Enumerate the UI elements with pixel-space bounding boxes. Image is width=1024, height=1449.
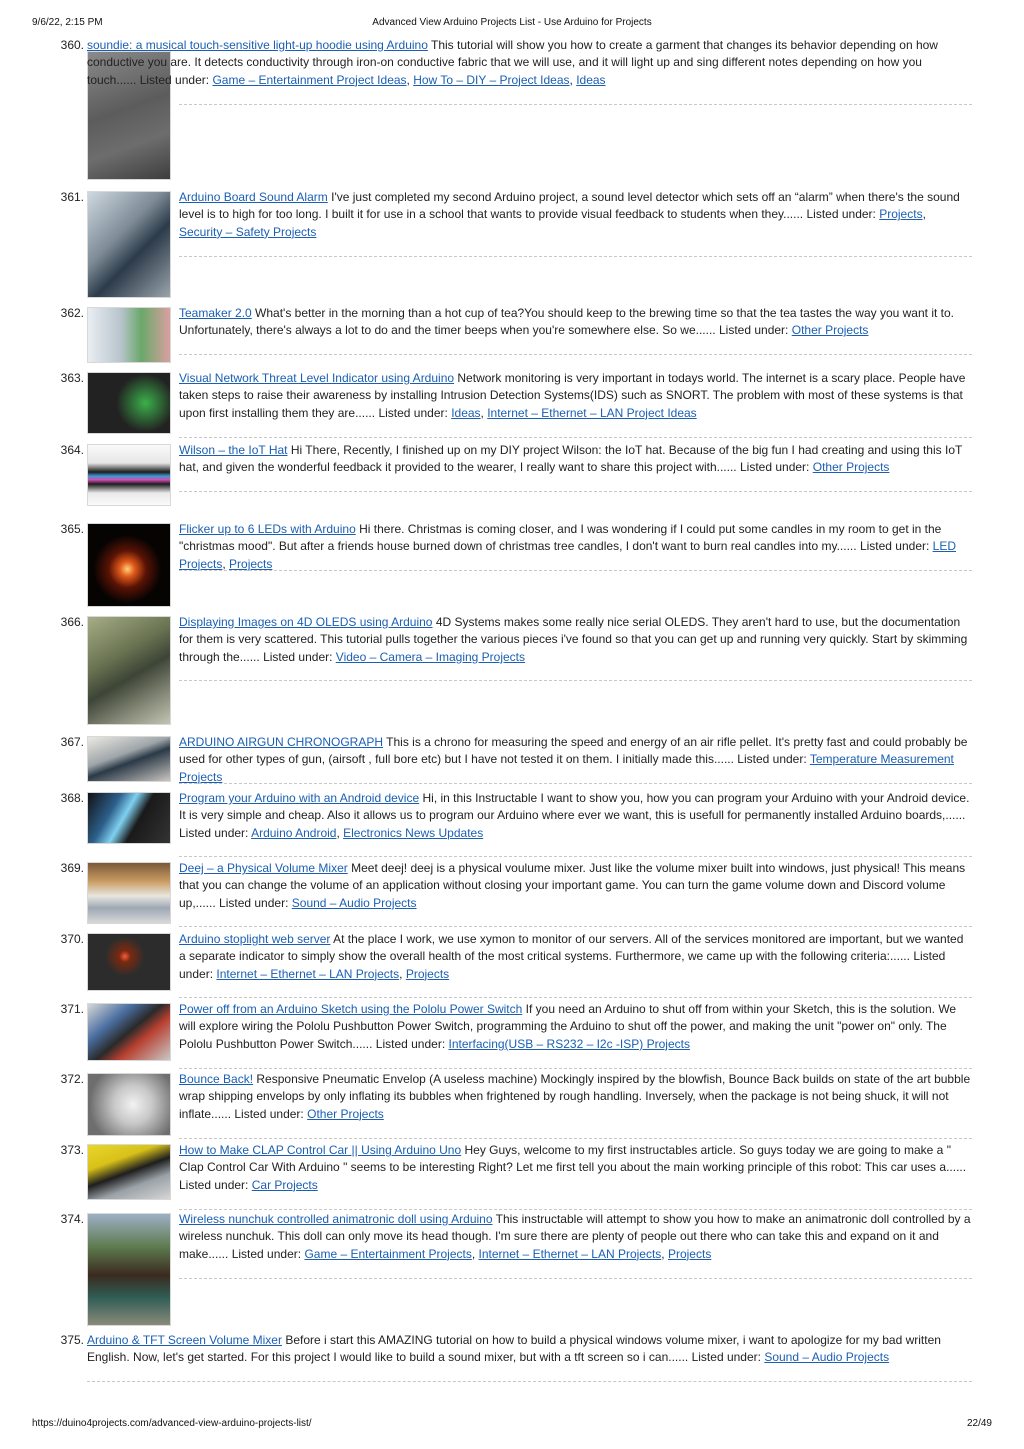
entry-divider: [179, 926, 972, 927]
project-thumbnail[interactable]: [87, 191, 171, 298]
listed-under-label: Listed under:: [219, 895, 289, 910]
entry-title-link[interactable]: Arduino stoplight web server: [179, 932, 331, 946]
entry-description: Network monitoring is very important in todays world. The internet is a scary place. People have taken steps to raise their awareness by installing Intrusion Detection Systems(IDS) such as SNORT. The problem with most of these systems is that upon first installing them they are......: [179, 371, 966, 420]
project-list: [0, 37, 1024, 1365]
entry-text: Wireless nunchuk controlled animatronic doll using Arduino This instructable will attempt to show you how to make an animatronic doll controlled by a wireless nunchuk. This doll can only move its head though. I'm sure there are plenty of people out there who can take this and expand on it and make...... Listed under: Game – Entertainment Projects, Internet – Ethernet – LAN Projects, Projects: [179, 1212, 971, 1261]
category-link[interactable]: Projects: [667, 1246, 712, 1261]
entry-number: 370.: [60, 932, 84, 946]
entry-number: 375.: [60, 1333, 84, 1347]
category-link[interactable]: Video – Camera – Imaging Projects: [335, 649, 526, 664]
category-link[interactable]: Internet – Ethernet – LAN Projects: [478, 1246, 662, 1261]
listed-under-label: Listed under:: [740, 460, 810, 475]
listed-under-label: Listed under:: [859, 539, 930, 554]
entry-title-link[interactable]: Visual Network Threat Level Indicator using Arduino: [179, 371, 455, 385]
entry-number: 360.: [60, 38, 84, 52]
category-link[interactable]: Security – Safety Projects: [179, 224, 317, 239]
project-thumbnail[interactable]: [87, 616, 171, 725]
entry-description: 4D Systems makes some really nice serial OLEDS. They aren't hard to use, but the documentation for them is very scattered. This tutorial pulls together the various pieces i've found so that you can get up and running very quickly. Start by skimming through the......: [179, 615, 968, 664]
project-thumbnail[interactable]: [87, 792, 171, 844]
entry-number: 371.: [60, 1002, 84, 1016]
entry-text: Visual Network Threat Level Indicator using Arduino Network monitoring is very important in todays world. The internet is a scary place. People have taken steps to raise their awareness by installing Intrusion Detection Systems(IDS) such as SNORT. The problem with most of these systems is that upon first installing them they are...... Listed under: Ideas, Internet – Ethernet – LAN Project Ideas: [179, 371, 966, 420]
project-thumbnail[interactable]: [87, 1213, 171, 1326]
project-thumbnail[interactable]: [87, 307, 171, 363]
category-link[interactable]: Ideas: [451, 405, 481, 420]
entry-title-link[interactable]: Arduino & TFT Screen Volume Mixer: [87, 1333, 282, 1347]
category-link[interactable]: Electronics News Updates: [343, 825, 484, 840]
listed-under-label: Listed under:: [234, 1106, 304, 1121]
entry-title-link[interactable]: Wireless nunchuk controlled animatronic doll using Arduino: [179, 1212, 493, 1226]
entry-divider: [179, 1068, 972, 1069]
entry-description: This instructable will attempt to show you how to make an animatronic doll controlled by a wireless nunchuk. This doll can only move its head though. I'm sure there are plenty of people out there who can take this and expand on it and make......: [179, 1212, 971, 1261]
entry-description: I've just completed my second Arduino project, a sound level detector which sets off an “alarm” when there's the sound level is to high for too long. I built it for use in a school that wants to provide visual feedback to students when they......: [179, 190, 960, 222]
entry-divider: [179, 256, 972, 257]
entry-text: Flicker up to 6 LEDs with Arduino Hi there. Christmas is coming closer, and I was wondering if I could put some candles in my room to get in the "christmas mood". But after a friends house burned down of christmas tree candles, I don't want to burn real candles into my...... Listed under: LED Projects, Projects: [179, 522, 957, 571]
entry-title-link[interactable]: Displaying Images on 4D OLEDS using Arduino: [179, 615, 433, 629]
entry-title-link[interactable]: Flicker up to 6 LEDs with Arduino: [179, 522, 356, 536]
listed-under-label: Listed under:: [139, 72, 210, 87]
entry-number: 364.: [60, 443, 84, 457]
entry-number: 368.: [60, 791, 84, 805]
entry-title-link[interactable]: How to Make CLAP Control Car || Using Arduino Uno: [179, 1143, 462, 1157]
entry-description: Before i start this AMAZING tutorial on how to build a physical windows volume mixer, i want to apologize for my bad written English. Now, let's get started. For this project I would like to build a sound mixer, but with a tft screen so i can......: [87, 1333, 941, 1365]
entry-text: Arduino Board Sound Alarm I've just completed my second Arduino project, a sound level detector which sets off an “alarm” when there's the sound level is to high for too long. I built it for use in a school that wants to provide visual feedback to students when they...... Listed under: Projects, Security – Safety Projects: [179, 190, 960, 239]
entry-text: soundie: a musical touch-sensitive light-up hoodie using Arduino This tutorial will show you how to create a garment that changes its behavior depending on how conductive you are. It detects conductivity through iron-on conductive fabric that we will use, and it will light up and sing different notes depending on how you touch...... Listed under: Game – Entertainment Project Ideas, How To – DIY – Project Ideas, Ideas: [87, 38, 938, 87]
category-link[interactable]: Projects: [229, 556, 273, 571]
category-link[interactable]: Internet – Ethernet – LAN Project Ideas: [487, 405, 697, 420]
entry-divider: [179, 104, 972, 105]
category-link[interactable]: Sound – Audio Projects: [291, 895, 417, 910]
list-item: [0, 37, 1024, 177]
project-thumbnail[interactable]: [87, 862, 171, 924]
entry-divider: [179, 997, 972, 998]
listed-under-label: Listed under:: [719, 323, 789, 338]
entry-text: [179, 305, 972, 340]
entry-title-link[interactable]: Power off from an Arduino Sketch using the Pololu Power Switch: [179, 1002, 523, 1016]
category-link[interactable]: Temperature Measurement Projects: [179, 752, 954, 784]
listed-under-label: Listed under:: [806, 207, 876, 222]
listed-under-label: Listed under:: [737, 752, 807, 767]
project-thumbnail[interactable]: [87, 1144, 171, 1200]
entry-number: 362.: [60, 306, 84, 320]
entry-divider: [179, 491, 972, 492]
entry-number: 366.: [60, 615, 84, 629]
page-title: Advanced View Arduino Projects List - Use Arduino for Projects: [372, 17, 652, 28]
listed-under-label: Listed under:: [378, 405, 448, 420]
entry-title-link[interactable]: ARDUINO AIRGUN CHRONOGRAPH: [179, 735, 384, 749]
entry-text: [179, 1001, 972, 1053]
entry-divider: [179, 437, 972, 438]
listed-under-label: Listed under:: [691, 1350, 761, 1365]
entry-divider: [179, 570, 972, 571]
entry-title-link[interactable]: soundie: a musical touch-sensitive light-up hoodie using Arduino: [87, 38, 428, 52]
category-link[interactable]: Game – Entertainment Project Ideas: [212, 72, 407, 87]
entry-description: At the place I work, we use xymon to monitor of our servers. All of the services monitored are important, but we wanted a separate indicator to simply show the overall health of the most critical systems. Furthermore, we came up with the following criteria:......: [179, 932, 964, 964]
entry-number: 367.: [60, 735, 84, 749]
entry-title-link[interactable]: Program your Arduino with an Android device: [179, 791, 420, 805]
entry-title-link[interactable]: Wilson – the IoT Hat: [179, 443, 288, 457]
category-link[interactable]: Arduino Android: [251, 825, 337, 840]
listed-under-label: Listed under:: [231, 1246, 302, 1261]
entry-number: 361.: [60, 190, 84, 204]
entry-description: Hi there. Christmas is coming closer, and I was wondering if I could put some candles in my room to get in the "christmas mood". But after a friends house burned down of christmas tree candles, I don't want to burn real candles into my......: [179, 522, 942, 554]
entry-text: Program your Arduino with an Android device Hi, in this Instructable I want to show you, how you can program your Arduino with your Android device. It is very simple and cheap. Also it allows us to program our Arduino where ever we want, this is usefull for permanently installed Arduino boards,...... Listed under: Arduino Android, Electronics News Updates: [179, 791, 970, 840]
listed-under-label: Listed under:: [179, 825, 249, 840]
entry-number: 372.: [60, 1072, 84, 1086]
category-link[interactable]: Projects: [405, 966, 450, 981]
entry-description: Hi, in this Instructable I want to show you, how you can program your Arduino with your Android device. It is very simple and cheap. Also it allows us to program our Arduino where ever we want, this is usefull for permanently installed Arduino boards,......: [179, 791, 970, 823]
entry-title-link[interactable]: Bounce Back!: [179, 1072, 254, 1086]
page-number: 22/49: [966, 1418, 992, 1429]
project-thumbnail[interactable]: [87, 1073, 171, 1136]
category-link[interactable]: Other Projects: [791, 323, 869, 338]
entry-text: [179, 442, 972, 477]
entry-text: [179, 1142, 972, 1194]
list-item: [0, 189, 1024, 299]
project-thumbnail[interactable]: [87, 372, 171, 434]
entry-divider: [87, 1381, 972, 1382]
category-link[interactable]: Game – Entertainment Projects: [304, 1246, 472, 1261]
project-thumbnail[interactable]: [87, 523, 171, 607]
category-link[interactable]: Interfacing(USB – RS232 – I2c -ISP) Projects: [448, 1036, 690, 1051]
entry-description: Meet deej! deej is a physical voulume mixer. Just like the volume mixer built into windows, just physical! This means that you can change the volume of an application without closing your important game. You can turn the game volume down and Discord volume up,......: [179, 861, 966, 910]
entry-title-link[interactable]: Teamaker 2.0: [179, 306, 252, 320]
listed-under-label: Listed under:: [179, 949, 946, 981]
entry-number: 373.: [60, 1143, 84, 1157]
project-thumbnail[interactable]: [87, 736, 171, 782]
entry-number: 363.: [60, 371, 84, 385]
entry-divider: [179, 1209, 972, 1210]
entry-description: What's better in the morning than a hot cup of tea?You should keep to the brewing time so that the tea tastes the way you want it to. Unfortunately, there's always a lot to do and the timer beeps when you're somewhere else. So we......: [179, 306, 954, 338]
entry-text: Arduino stoplight web server At the place I work, we use xymon to monitor of our servers. All of the services monitored are important, but we wanted a separate indicator to simply show the overall health of the most critical systems. Furthermore, we came up with the following criteria:...... Listed under: Internet – Ethernet – LAN Projects, Projects: [179, 932, 964, 981]
entry-description: If you need an Arduino to shut off from within your Sketch, this is the solution. We will explore wiring the Pololu Pushbutton Power Switch, programming the Arduino to shut off the power, and making the unit "power on" only. The Pololu Pushbutton Power Switch......: [179, 1002, 957, 1051]
entry-description: This is a chrono for measuring the speed and energy of an air rifle pellet. It's pretty fast and could probably be used for other types of gun, (airsoft , full bore etc) but I have not tested it on them. I initially made this......: [179, 735, 968, 767]
listed-under-label: Listed under:: [179, 1177, 249, 1192]
project-thumbnail[interactable]: [87, 933, 171, 991]
entry-description: This tutorial will show you how to create a garment that changes its behavior depending on how conductive you are. It detects conductivity through iron-on conductive fabric that we will use, and it will light up and sing different notes depending on how you touch......: [87, 38, 938, 87]
entry-number: 365.: [60, 522, 84, 536]
category-link[interactable]: Other Projects: [307, 1106, 384, 1121]
category-link[interactable]: Sound – Audio Projects: [764, 1350, 890, 1365]
entry-divider: [179, 1278, 972, 1279]
entry-title-link[interactable]: Deej – a Physical Volume Mixer: [179, 861, 348, 875]
entry-number: 369.: [60, 861, 84, 875]
entry-divider: [179, 354, 972, 355]
category-link[interactable]: How To – DIY – Project Ideas: [413, 72, 570, 87]
print-datetime: 9/6/22, 2:15 PM: [32, 17, 103, 28]
entry-number: 374.: [60, 1212, 84, 1226]
entry-text: [179, 860, 972, 912]
entry-description: Hi There, Recently, I finished up on my DIY project Wilson: the IoT hat. Because of the big fun I had creating and using this IoT hat, and given the wonderful feedback it provided to the wearer, I really want to share this project with......: [179, 443, 963, 475]
listed-under-label: Listed under:: [375, 1036, 446, 1051]
entry-divider: [179, 856, 972, 857]
entry-divider: [179, 680, 972, 681]
project-thumbnail[interactable]: [87, 1003, 171, 1061]
category-link[interactable]: Projects: [879, 207, 923, 222]
category-link[interactable]: Internet – Ethernet – LAN Projects: [216, 966, 400, 981]
entry-description: Responsive Pneumatic Envelop (A useless machine) Mockingly inspired by the blowfish, Bounce Back builds on state of the art bubble wrap shipping envelops by only inflating its bubbles when frightened by rough handling. Inversely, when the package is not being shuck, it will not inflate......: [179, 1072, 971, 1121]
category-link[interactable]: LED Projects: [179, 539, 957, 571]
project-thumbnail[interactable]: [87, 444, 171, 506]
entry-description: Hey Guys, welcome to my first instructables article. So guys today we are going to make a " Clap Control Car With Arduino " seems to be interesting Right? Let me first tell you about the main working principle of this robot: This car uses a......: [179, 1143, 967, 1175]
entry-text: [179, 614, 972, 666]
category-link[interactable]: Car Projects: [251, 1177, 318, 1192]
entry-divider: [179, 783, 972, 784]
listed-under-label: Listed under:: [263, 649, 333, 664]
category-link[interactable]: Ideas: [576, 72, 606, 87]
entry-text: [179, 1071, 972, 1123]
entry-text: [179, 734, 972, 786]
category-link[interactable]: Other Projects: [812, 460, 890, 475]
page-url: https://duino4projects.com/advanced-view-arduino-projects-list/: [32, 1418, 312, 1429]
entry-divider: [179, 1138, 972, 1139]
entry-title-link[interactable]: Arduino Board Sound Alarm: [179, 190, 328, 204]
entry-text: [87, 1332, 972, 1367]
